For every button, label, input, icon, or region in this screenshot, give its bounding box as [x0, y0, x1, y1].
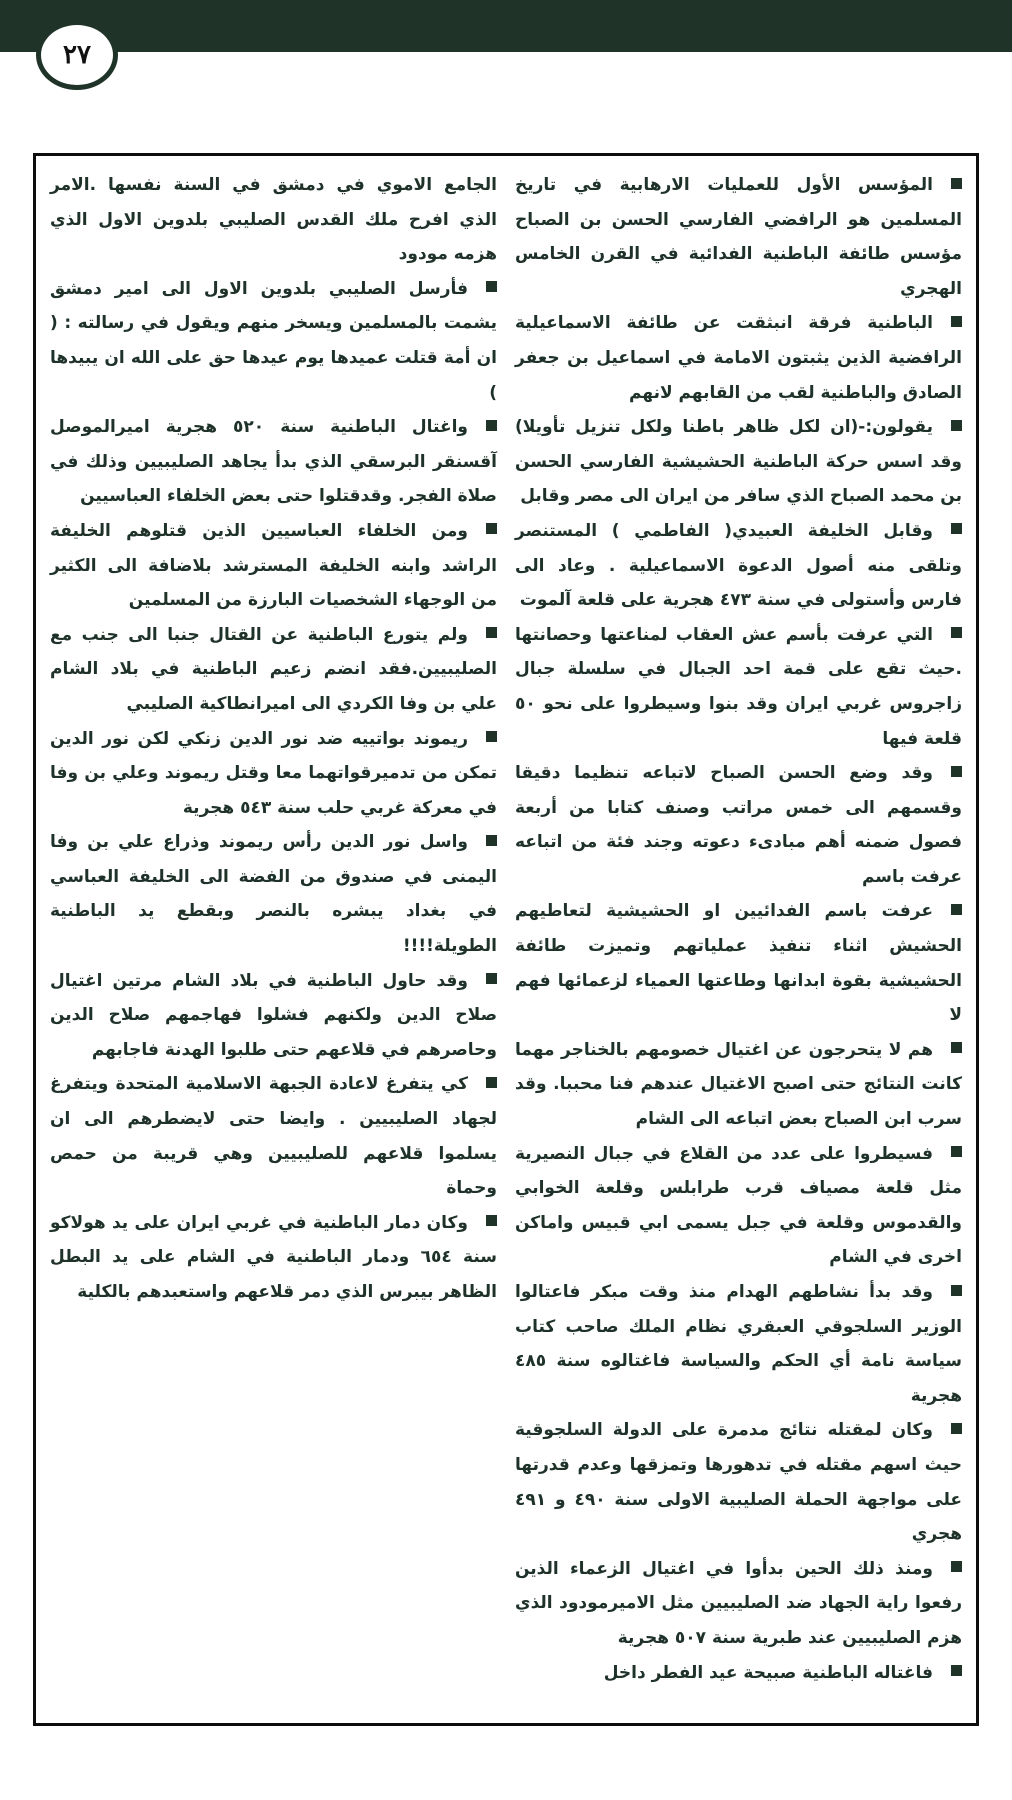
black-square-icon [951, 1423, 962, 1434]
paragraph [515, 1033, 962, 1137]
paragraph-text: وقد بدأ نشاطهم الهدام منذ وقت مبكر فاعتالوا الوزير السلجوقي العبقري نظام الملك صاحب كتاب سياسة نامة أي الحكم والسياسة فاغتالوه سنة ٤٨٥ هجرية [515, 1282, 962, 1406]
paragraph-text: فاغتاله الباطنية صبيحة عيد الفطر داخل [603, 1662, 933, 1683]
paragraph-text: ومن الخلفاء العباسيين الذين قتلوهم الخليفة الراشد وابنه الخليفة المسترشد بلاضافة الى الكثير من الوجهاء الشخصيات البارزة من المسلمين [50, 520, 497, 611]
paragraph-text: عرفت باسم الفدائيين او الحشيشية لتعاطيهم الحشيش اثناء تنفيذ عملياتهم وتميزت طائفة الحشيشية بقوة ابدانها وطاعتها العمياء لزعمائها فهم لا [515, 901, 962, 1026]
black-square-icon [486, 420, 497, 431]
paragraph [50, 1206, 497, 1310]
paragraph-text: الجامع الاموي في دمشق في السنة نفسها .الامر الذي افرح ملك القدس الصليبي بلدوين الاول الذي هزمه مودود [50, 175, 497, 265]
header-band [0, 0, 1012, 52]
paragraph-continuation [50, 168, 497, 272]
black-square-icon [486, 281, 497, 292]
page-number: ٢٧ [63, 40, 91, 70]
black-square-icon [951, 1561, 962, 1572]
paragraph [515, 1552, 962, 1656]
paragraph [515, 306, 962, 410]
paragraph [50, 272, 497, 410]
paragraph [515, 410, 962, 514]
page-number-badge [36, 20, 118, 90]
paragraph [515, 618, 962, 756]
paragraph [515, 756, 962, 894]
black-square-icon [486, 627, 497, 638]
paragraph-text: المؤسس الأول للعمليات الارهابية في تاريخ المسلمين هو الرافضي الفارسي الحسن بن الصباح مؤسس طائفة الباطنية الفدائية في القرن الخامس الهجري [515, 175, 962, 299]
paragraph-text: هم لا يتحرجون عن اغتيال خصومهم بالخناجر مهما كانت النتائج حتى اصبح الاغتيال عندهم فنا محببا. وقد سرب ابن الصباح بعض اتباعه الى الشام [515, 1039, 962, 1130]
paragraph-text: يقولون:-(ان لكل ظاهر باطنا ولكل تنزيل تأويلا) وقد اسس حركة الباطنية الحشيشية الفارسي الحسن بن محمد الصباح الذي سافر من ايران الى مصر وقابل [515, 417, 962, 507]
paragraph [515, 514, 962, 618]
paragraph [50, 410, 497, 514]
text-columns [50, 168, 962, 1713]
black-square-icon [951, 523, 962, 534]
paragraph-text: ريموند بواتييه ضد نور الدين زنكي لكن نور الدين تمكن من تدميرقواتهما معا وقتل ريموند وعلي بن وفا في معركة غربي حلب سنة ٥٤٣ هجرية [50, 728, 497, 818]
paragraph-text: وقابل الخليفة العبيدي( الفاطمي ) المستنصر وتلقى منه أصول الدعوة الاسماعيلية . وعاد الى فارس وأستولى في سنة ٤٧٣ هجرية على قلعة آلموت [515, 520, 962, 611]
paragraph [50, 618, 497, 722]
paragraph [50, 514, 497, 618]
black-square-icon [951, 1042, 962, 1053]
black-square-icon [486, 523, 497, 534]
content-frame [33, 153, 979, 1726]
paragraph [515, 1413, 962, 1551]
paragraph-text: واغتال الباطنية سنة ٥٢٠ هجرية اميرالموصل آقسنقر البرسقي الذي بدأ يجاهد الصليبيين وذلك في صلاة الفجر. وقدقتلوا حتى بعض الخلفاء العباسيين [50, 417, 497, 507]
right-column [515, 168, 962, 1713]
paragraph-text: وقد وضع الحسن الصباح لاتباعه تنظيما دقيقا وقسمهم الى خمس مراتب وصنف كتابا من أربعة فصول ضمنه أهم مبادىء دعوته وجند فئة من اتباعه عرفت باسم [515, 763, 962, 887]
black-square-icon [951, 766, 962, 777]
paragraph-text: وقد حاول الباطنية في بلاد الشام مرتين اغتيال صلاح الدين ولكنهم فشلوا فهاجمهم صلاح الدين وحاصرهم في قلاعهم حتى طلبوا الهدنة فاجابهم [50, 970, 497, 1060]
black-square-icon [951, 316, 962, 327]
paragraph [515, 1137, 962, 1275]
paragraph [515, 168, 962, 306]
paragraph-text: ولم يتورع الباطنية عن القتال جنبا الى جنب مع الصليبيين.فقد انضم زعيم الباطنية في بلاد الشام علي بن وفا الكردي الى اميرانطاكية الصليبي [50, 624, 497, 714]
paragraph-text: الباطنية فرقة انبثقت عن طائفة الاسماعيلية الرافضية الذين يثبتون الامامة في اسماعيل بن جعفر الصادق والباطنية لقب من القابهم لانهم [515, 313, 962, 403]
black-square-icon [951, 904, 962, 915]
paragraph [515, 1656, 962, 1691]
paragraph [50, 825, 497, 963]
black-square-icon [486, 835, 497, 846]
black-square-icon [486, 1215, 497, 1226]
black-square-icon [486, 1077, 497, 1088]
paragraph [515, 894, 962, 1032]
paragraph-text: وكان لمقتله نتائج مدمرة على الدولة السلجوقية حيث اسهم مقتله في تدهورها وتمزقها وعدم قدرتها على مواجهة الحملة الصليبية الاولى سنة ٤٩٠ و ٤٩١ هجري [515, 1420, 963, 1545]
paragraph [50, 1067, 497, 1205]
paragraph [515, 1275, 962, 1413]
black-square-icon [951, 1285, 962, 1296]
paragraph [50, 722, 497, 826]
paragraph-text: واسل نور الدين رأس ريموند وذراع علي بن وفا اليمنى في صندوق من الفضة الى الخليفة العباسي في بغداد يبشره بالنصر وبقطع يد الباطنية الطويلة!!!! [50, 832, 497, 957]
black-square-icon [486, 731, 497, 742]
paragraph-text: فسيطروا على عدد من القلاع في جبال النصيرية مثل قلعة مصياف قرب طرابلس وقلعة الخوابي والقدموس وقلعة في جبل يسمى ابي قبيس واماكن اخرى في الشام [515, 1143, 962, 1268]
black-square-icon [951, 420, 962, 431]
black-square-icon [951, 627, 962, 638]
black-square-icon [951, 178, 962, 189]
black-square-icon [951, 1146, 962, 1157]
paragraph-text: وكان دمار الباطنية في غربي ايران على يد هولاكو سنة ٦٥٤ ودمار الباطنية في الشام على يد البطل الظاهر بيبرس الذي دمر قلاعهم واستعبدهم بالكلية [50, 1212, 498, 1302]
black-square-icon [951, 1665, 962, 1676]
black-square-icon [486, 973, 497, 984]
paragraph-text: فأرسل الصليبي بلدوين الاول الى امير دمشق يشمت بالمسلمين ويسخر منهم ويقول في رسالته : ( ان أمة قتلت عميدها يوم عيدها حق على الله ان يبيدها ) [50, 278, 497, 403]
paragraph-text: التي عرفت بأسم عش العقاب لمناعتها وحصانتها .حيث تقع على قمة احد الجبال في سلسلة جبال زاجروس غربي ايران وقد بنوا وسيطروا على نحو ٥٠ قلعة فيها [515, 624, 962, 749]
paragraph-text: كي يتفرغ لاعادة الجبهة الاسلامية المتحدة ويتفرغ لجهاد الصليبيين . وايضا حتى لايضطرهم الى ان يسلموا قلاعهم للصليبيين وهي قريبة من حمص وحماة [50, 1074, 497, 1199]
paragraph-text: ومنذ ذلك الحين بدأوا في اغتيال الزعماء الذين رفعوا راية الجهاد ضد الصليبيين مثل الاميرمودود الذي هزم الصليبيين عند طبرية سنة ٥٠٧ هجرية [515, 1558, 962, 1648]
paragraph [50, 964, 497, 1068]
left-column [50, 168, 497, 1713]
